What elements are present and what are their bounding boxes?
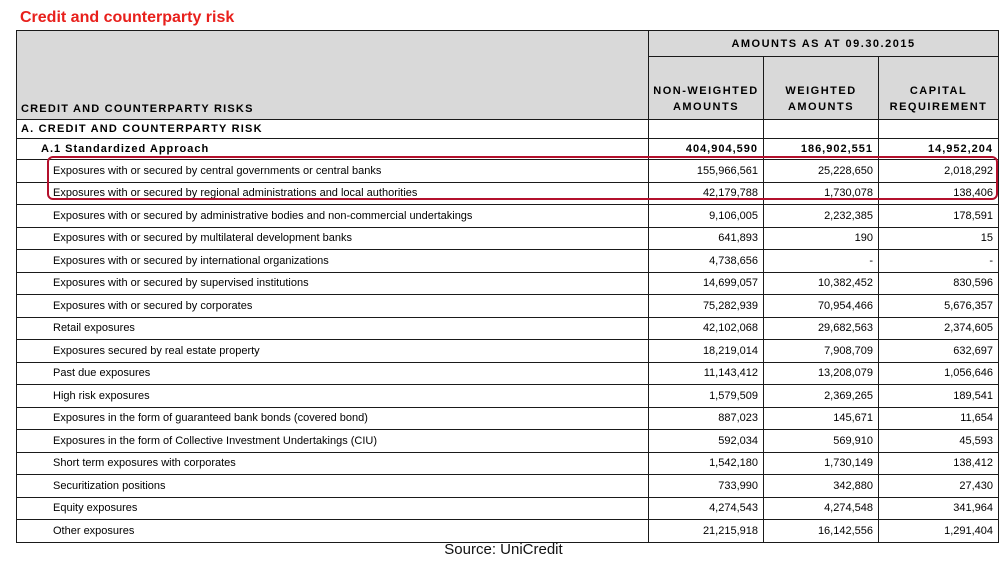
row-non-weighted: 75,282,939 <box>649 295 764 318</box>
row-non-weighted: 641,893 <box>649 227 764 250</box>
row-label: Exposures secured by real estate property <box>17 340 649 363</box>
row-capital: 830,596 <box>879 272 999 295</box>
row-weighted: 2,369,265 <box>764 385 879 408</box>
capital-requirement-header: CAPITAL REQUIREMENT <box>879 57 999 120</box>
table-row <box>17 362 999 385</box>
row-capital: 2,374,605 <box>879 317 999 340</box>
table-row <box>17 205 999 228</box>
row-label: Exposures in the form of Collective Investment Undertakings (CIU) <box>17 430 649 453</box>
table-row <box>17 160 999 183</box>
table-row <box>17 250 999 273</box>
section-cell-empty <box>879 120 999 139</box>
row-capital: 341,964 <box>879 497 999 520</box>
subsection-weighted: 186,902,551 <box>764 139 879 160</box>
row-capital: 1,291,404 <box>879 520 999 543</box>
row-non-weighted: 11,143,412 <box>649 362 764 385</box>
non-weighted-header: NON-WEIGHTED AMOUNTS <box>649 57 764 120</box>
row-capital: 632,697 <box>879 340 999 363</box>
table-row <box>17 182 999 205</box>
main-column-header: CREDIT AND COUNTERPARTY RISKS <box>17 31 649 120</box>
row-label: Exposures with or secured by central governments or central banks <box>17 160 649 183</box>
row-non-weighted: 42,179,788 <box>649 182 764 205</box>
row-non-weighted: 1,579,509 <box>649 385 764 408</box>
row-label: Short term exposures with corporates <box>17 452 649 475</box>
risk-table <box>16 30 999 543</box>
table-row <box>17 227 999 250</box>
row-non-weighted: 733,990 <box>649 475 764 498</box>
row-weighted: 25,228,650 <box>764 160 879 183</box>
row-weighted: 190 <box>764 227 879 250</box>
row-label: Equity exposures <box>17 497 649 520</box>
row-label: Past due exposures <box>17 362 649 385</box>
row-weighted: 29,682,563 <box>764 317 879 340</box>
row-capital: 178,591 <box>879 205 999 228</box>
table-row <box>17 407 999 430</box>
row-weighted: 2,232,385 <box>764 205 879 228</box>
row-non-weighted: 42,102,068 <box>649 317 764 340</box>
row-non-weighted: 887,023 <box>649 407 764 430</box>
row-label: Exposures with or secured by administrative bodies and non-commercial undertakings <box>17 205 649 228</box>
row-capital: 1,056,646 <box>879 362 999 385</box>
row-non-weighted: 155,966,561 <box>649 160 764 183</box>
subsection-capital: 14,952,204 <box>879 139 999 160</box>
row-non-weighted: 592,034 <box>649 430 764 453</box>
row-capital: 15 <box>879 227 999 250</box>
row-weighted: 1,730,149 <box>764 452 879 475</box>
subsection-row <box>17 139 999 160</box>
row-capital: 5,676,357 <box>879 295 999 318</box>
row-weighted: 145,671 <box>764 407 879 430</box>
row-capital: 138,412 <box>879 452 999 475</box>
row-capital: 27,430 <box>879 475 999 498</box>
row-label: Retail exposures <box>17 317 649 340</box>
row-weighted: 569,910 <box>764 430 879 453</box>
amounts-group-header: AMOUNTS AS AT 09.30.2015 <box>649 31 999 57</box>
table-row <box>17 272 999 295</box>
section-cell-empty <box>649 120 764 139</box>
row-label: Exposures in the form of guaranteed bank bonds (covered bond) <box>17 407 649 430</box>
row-non-weighted: 9,106,005 <box>649 205 764 228</box>
page-title: Credit and counterparty risk <box>20 9 235 26</box>
row-non-weighted: 1,542,180 <box>649 452 764 475</box>
row-weighted: 4,274,548 <box>764 497 879 520</box>
row-capital: 11,654 <box>879 407 999 430</box>
header-row-group <box>17 31 999 57</box>
row-label: Exposures with or secured by supervised institutions <box>17 272 649 295</box>
row-weighted: 16,142,556 <box>764 520 879 543</box>
row-non-weighted: 21,215,918 <box>649 520 764 543</box>
subsection-non-weighted: 404,904,590 <box>649 139 764 160</box>
subsection-label: A.1 Standardized Approach <box>17 139 649 160</box>
table-row <box>17 295 999 318</box>
row-weighted: 1,730,078 <box>764 182 879 205</box>
row-capital: - <box>879 250 999 273</box>
row-capital: 189,541 <box>879 385 999 408</box>
row-non-weighted: 4,274,543 <box>649 497 764 520</box>
section-cell-empty <box>764 120 879 139</box>
section-label: A. CREDIT AND COUNTERPARTY RISK <box>17 120 649 139</box>
row-capital: 45,593 <box>879 430 999 453</box>
row-capital: 2,018,292 <box>879 160 999 183</box>
row-non-weighted: 18,219,014 <box>649 340 764 363</box>
row-weighted: 10,382,452 <box>764 272 879 295</box>
row-label: Exposures with or secured by multilateral development banks <box>17 227 649 250</box>
table-row <box>17 430 999 453</box>
row-weighted: 7,908,709 <box>764 340 879 363</box>
row-non-weighted: 4,738,656 <box>649 250 764 273</box>
row-label: Exposures with or secured by regional administrations and local authorities <box>17 182 649 205</box>
weighted-header: WEIGHTED AMOUNTS <box>764 57 879 120</box>
source-caption: Source: UniCredit <box>444 541 563 558</box>
row-weighted: 13,208,079 <box>764 362 879 385</box>
row-label: Exposures with or secured by corporates <box>17 295 649 318</box>
table-row <box>17 520 999 543</box>
table-row <box>17 475 999 498</box>
section-row <box>17 120 999 139</box>
row-weighted: - <box>764 250 879 273</box>
row-non-weighted: 14,699,057 <box>649 272 764 295</box>
table-row <box>17 385 999 408</box>
row-weighted: 70,954,466 <box>764 295 879 318</box>
row-label: Exposures with or secured by international organizations <box>17 250 649 273</box>
row-weighted: 342,880 <box>764 475 879 498</box>
row-label: High risk exposures <box>17 385 649 408</box>
table-row <box>17 452 999 475</box>
table-row <box>17 340 999 363</box>
table-row <box>17 497 999 520</box>
row-label: Other exposures <box>17 520 649 543</box>
row-capital: 138,406 <box>879 182 999 205</box>
table-row <box>17 317 999 340</box>
row-label: Securitization positions <box>17 475 649 498</box>
